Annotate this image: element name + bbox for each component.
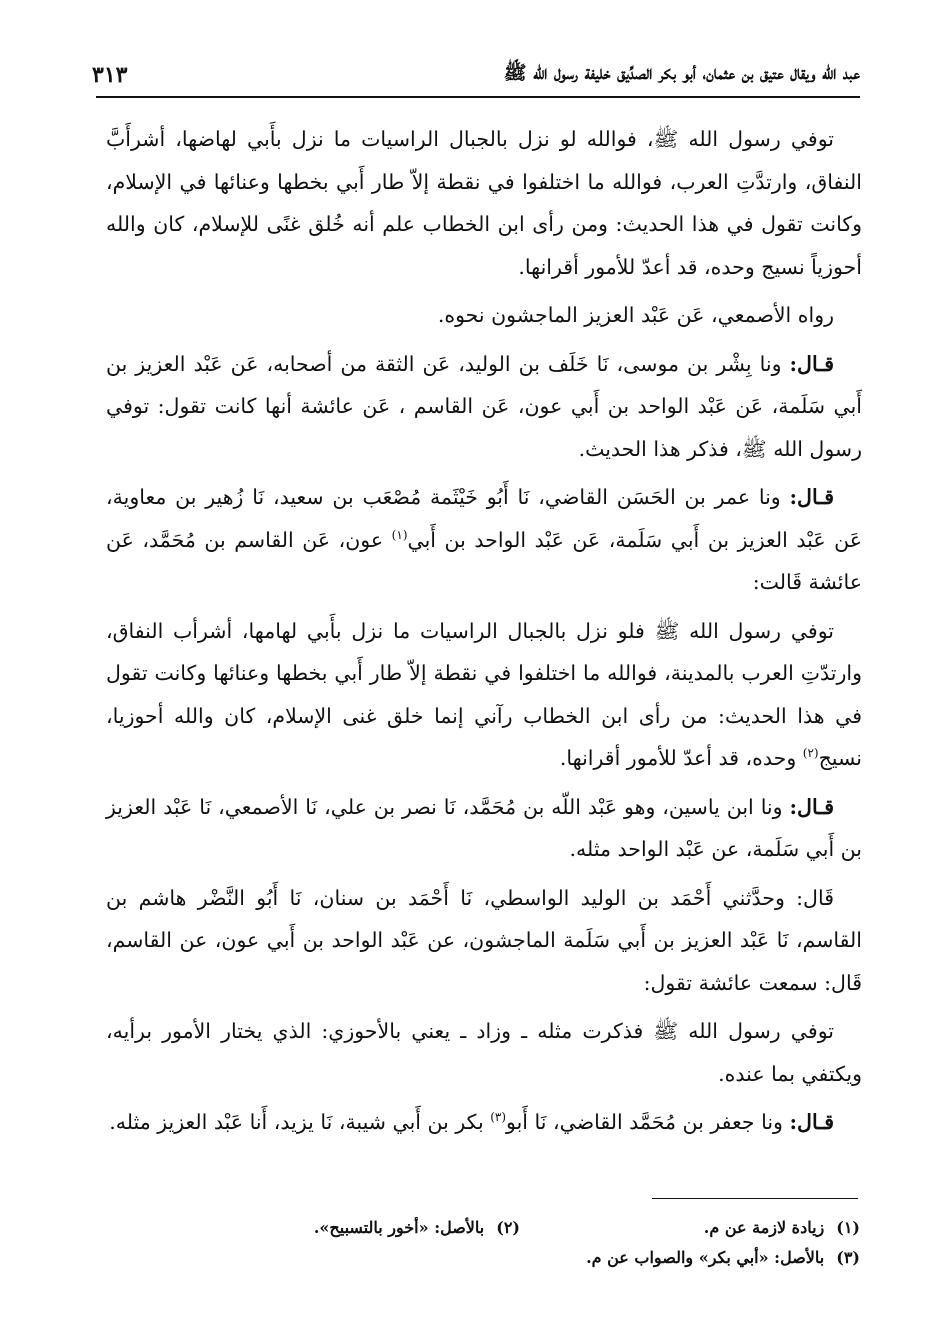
paragraph-text: قَال: وحدَّثني أَحْمَد بن الوليد الواسطي، نَا أَحْمَد بن سنان، نَا أَبُو النَّضْر هاشم بن القاسم، نَا عَبْد العزيز بن أَبي سَلَمة الماجشون، عن عَبْد الواحد بن أَبي عون، عن القاسم، قَال: سمعت عائشة تقول: [106,885,862,995]
paragraph-text: ونا عمر بن الحَسَن القاضي، نَا أَبُو خَيْثَمة مُصْعَب بن سعيد، نَا زُهير بن معاوية، عَن عَبْد العزيز بن أَبي سَلَمة، عَن عَبْد الواحد بن أَبي [106,485,862,552]
paragraph-8 [106,1010,862,1095]
footnote-number: (١) [836,1217,860,1237]
paragraph-6 [106,786,862,871]
paragraph-text: توفي رسول الله ﷺ، فوالله لو نزل بالجبال الراسيات ما نزل بأَبي لهاضها، أشرأَبَّ النفاق، وارتدَّتِ العرب، فوالله ما اختلفوا في نقطة إلاّ طار أَبي بخطها وعنائها في الإسلام، وكانت تقول في هذا الحديث: ومن رأى ابن الخطاب علم أنه خُلق غنًى للإسلام، كان والله أحوزياً نسيج وحده، قد أعدّ للأمور أقرانها. [106,127,862,279]
paragraph-text-continued: وحده، قد أعدّ للأمور أقرانها. [559,746,803,770]
paragraph-4 [106,476,862,604]
footnote-3 [586,1248,860,1267]
footnote-reference[interactable]: (١) [391,527,408,542]
paragraph-3 [106,343,862,471]
body-text [106,118,862,1150]
footnote-reference[interactable]: (٢) [802,746,819,761]
footnote-number: (٣) [836,1247,860,1267]
paragraph-lead: قـال: [789,485,834,509]
footnote-number: (٢) [496,1217,520,1237]
footnote-reference[interactable]: (٣) [490,1110,507,1125]
footnote-rule [652,1198,858,1199]
footnotes [220,1212,860,1272]
paragraph-text: ونا بِشْر بن موسى، نَا خَلَف بن الوليد، عَن الثقة من أصحابه، عَن عَبْد العزيز بن أَبي سَلَمة، عَن عَبْد الواحد بن أَبي عون، عَن القاسم ، عَن عائشة أنها كانت تقول: توفي رسول الله ﷺ، فذكر هذا الحديث. [106,351,862,461]
paragraph-text: ونا جعفر بن مُحَمَّد القاضي، نَا أَبو [506,1110,790,1134]
page-number: ٣١٣ [92,62,128,88]
header-rule [96,96,860,98]
paragraph-2 [106,294,862,337]
footnote-row [220,1212,860,1242]
running-title: عبد الله ويقال عتيق بن عثمان، أبو بكر الصدِّيق خليفة رسول الله ﷺ [503,62,860,84]
paragraph-text-continued: بكر بن أَبي شيبة، نَا يزيد، أَنا عَبْد العزيز مثله. [109,1110,491,1134]
footnote-text: زيادة لازمة عن م. [703,1217,825,1237]
footnote-row [220,1242,860,1272]
paragraph-text: توفي رسول الله ﷺ فذكرت مثله ـ وزاد ـ يعني بالأحوزي: الذي يختار الأمور برأيه، ويكتفي بما عنده. [106,1019,862,1086]
page-header [92,58,860,92]
paragraph-7 [106,877,862,1005]
paragraph-lead: قـال: [789,351,834,376]
paragraph-1 [106,118,862,288]
footnote-text: بالأصل: «أبي بكر» والصواب عن م. [586,1247,825,1267]
paragraph-lead: قـال: [789,794,834,819]
paragraph-text: توفي رسول الله ﷺ فلو نزل بالجبال الراسيات ما نزل بأَبي لهامها، أشرأب النفاق، وارتدّتِ العرب بالمدينة، فوالله ما اختلفوا في نقطة إلاّ طار أَبي بخطها وعنائها وكانت تقول في هذا الحديث: من رأى ابن الخطاب رآني إنما خلق غنى الإسلام، كان والله أحوزيا، نسيج [106,618,862,770]
paragraph-text: رواه الأصمعي، عَن عَبْد العزيز الماجشون نحوه. [437,303,834,327]
paragraph-text-continued: عون، عَن القاسم بن مُحَمَّد، عَن عائشة قَالت: [106,527,862,594]
paragraph-9 [106,1101,862,1144]
paragraph-5 [106,610,862,780]
paragraph-lead: قـال: [789,1110,834,1134]
footnote-1 [520,1218,860,1237]
paragraph-text: ونا ابن ياسين، وهو عَبْد اللّه بن مُحَمَّد، نَا نصر بن علي، نَا الأصمعي، نَا عَبْد العزيز بن أَبي سَلَمة، عن عَبْد الواحد مثله. [106,794,862,861]
footnote-2 [314,1218,520,1237]
footnote-text: بالأصل: «أخور بالتسبيح». [313,1217,485,1237]
